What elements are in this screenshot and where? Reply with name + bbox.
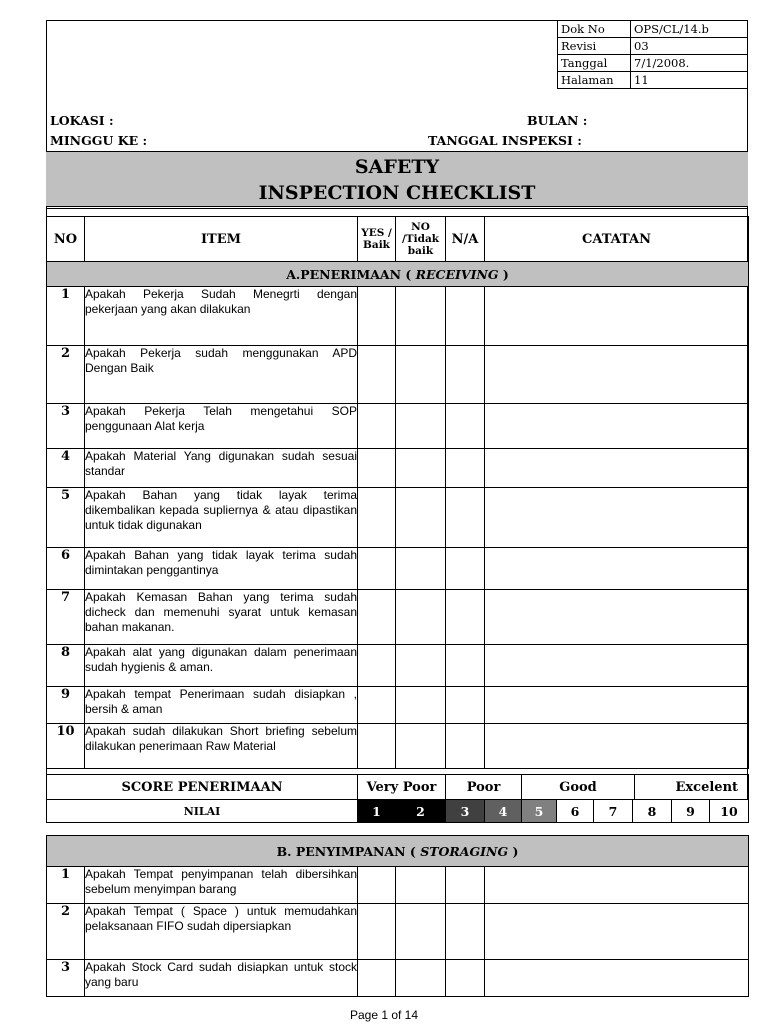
checklist-row — [47, 687, 749, 724]
no-check-cell[interactable] — [396, 346, 446, 404]
catatan-cell[interactable] — [485, 867, 749, 904]
no-check-cell[interactable] — [396, 590, 446, 645]
checklist-table-a — [46, 216, 749, 769]
col-yes: YES / Baik — [358, 217, 396, 262]
doc-info-value: 7/1/2008. — [631, 55, 748, 72]
catatan-cell[interactable] — [485, 960, 749, 997]
no-check-cell[interactable] — [396, 904, 446, 960]
item-number: 9 — [47, 687, 85, 724]
item-number: 3 — [47, 960, 85, 997]
na-check-cell[interactable] — [446, 449, 485, 488]
item-number: 7 — [47, 590, 85, 645]
minggu-label: MINGGU KE : — [50, 133, 148, 148]
item-number: 3 — [47, 404, 85, 449]
yes-check-cell[interactable] — [358, 645, 396, 687]
catatan-cell[interactable] — [485, 548, 749, 590]
doc-info-value: OPS/CL/14.b — [631, 21, 748, 38]
item-number: 2 — [47, 346, 85, 404]
yes-check-cell[interactable] — [358, 488, 396, 548]
no-check-cell[interactable] — [396, 960, 446, 997]
na-check-cell[interactable] — [446, 548, 485, 590]
item-text: Apakah sudah dilakukan Short briefing sebelum dilakukan penerimaan Raw Material — [85, 724, 358, 769]
nilai-label: NILAI — [47, 800, 358, 823]
checklist-row — [47, 645, 749, 687]
doc-info-key: Revisi — [558, 38, 631, 55]
checklist-row — [47, 404, 749, 449]
no-check-cell[interactable] — [396, 488, 446, 548]
na-check-cell[interactable] — [446, 590, 485, 645]
item-text: Apakah Pekerja Telah mengetahui SOP penggunaan Alat kerja — [85, 404, 358, 449]
item-number: 4 — [47, 449, 85, 488]
item-number: 6 — [47, 548, 85, 590]
no-check-cell[interactable] — [396, 645, 446, 687]
col-na: N/A — [446, 217, 485, 262]
checklist-row — [47, 867, 749, 904]
score-label: SCORE PENERIMAAN — [47, 775, 358, 800]
item-text: Apakah Bahan yang tidak layak terima sudah dimintakan penggantinya — [85, 548, 358, 590]
catatan-cell[interactable] — [485, 287, 749, 346]
item-number: 10 — [47, 724, 85, 769]
bulan-label: BULAN : — [527, 113, 588, 128]
no-check-cell[interactable] — [396, 404, 446, 449]
document-info-table — [557, 20, 748, 89]
yes-check-cell[interactable] — [358, 687, 396, 724]
score-option-5[interactable]: 5 — [522, 800, 557, 823]
score-option-3[interactable]: 3 — [446, 800, 485, 823]
na-check-cell[interactable] — [446, 960, 485, 997]
col-item: ITEM — [85, 217, 358, 262]
doc-info-value: 11 — [631, 72, 748, 89]
doc-info-row — [558, 21, 748, 38]
doc-info-value: 03 — [631, 38, 748, 55]
na-check-cell[interactable] — [446, 687, 485, 724]
score-option-10[interactable]: 10 — [710, 800, 749, 823]
lokasi-label: LOKASI : — [50, 113, 114, 128]
item-text: Apakah alat yang digunakan dalam penerimaan sudah hygienis & aman. — [85, 645, 358, 687]
doc-info-key: Dok No — [558, 21, 631, 38]
score-very-poor: Very Poor — [358, 775, 446, 800]
yes-check-cell[interactable] — [358, 449, 396, 488]
checklist-row — [47, 590, 749, 645]
na-check-cell[interactable] — [446, 724, 485, 769]
checklist-row — [47, 904, 749, 960]
checklist-row — [47, 548, 749, 590]
catatan-cell[interactable] — [485, 449, 749, 488]
yes-check-cell[interactable] — [358, 867, 396, 904]
yes-check-cell[interactable] — [358, 960, 396, 997]
score-option-6[interactable]: 6 — [557, 800, 594, 823]
doc-info-row — [558, 55, 748, 72]
doc-info-key: Tanggal — [558, 55, 631, 72]
catatan-cell[interactable] — [485, 904, 749, 960]
tanggal-inspeksi-label: TANGGAL INSPEKSI : — [428, 133, 582, 148]
item-number: 5 — [47, 488, 85, 548]
checklist-row — [47, 346, 749, 404]
yes-check-cell[interactable] — [358, 404, 396, 449]
no-check-cell[interactable] — [396, 287, 446, 346]
doc-info-key: Halaman — [558, 72, 631, 89]
section-a-title: A.PENERIMAAN ( RECEIVING ) — [47, 262, 749, 287]
catatan-cell[interactable] — [485, 488, 749, 548]
na-check-cell[interactable] — [446, 645, 485, 687]
yes-check-cell[interactable] — [358, 724, 396, 769]
catatan-cell[interactable] — [485, 590, 749, 645]
item-text: Apakah Bahan yang tidak layak terima dikembalikan kepada supliernya & atau dipastikan untuk tidak digunakan — [85, 488, 358, 548]
item-number: 1 — [47, 867, 85, 904]
item-text: Apakah Material Yang digunakan sudah sesuai standar — [85, 449, 358, 488]
checklist-row — [47, 287, 749, 346]
checklist-title — [46, 151, 748, 207]
title-line2: INSPECTION CHECKLIST — [258, 182, 536, 204]
item-text: Apakah Kemasan Bahan yang terima sudah dicheck dan memenuhi syarat untuk kemasan bahan makanan. — [85, 590, 358, 645]
item-text: Apakah Pekerja sudah menggunakan APD Dengan Baik — [85, 346, 358, 404]
score-good: Good — [522, 775, 635, 800]
checklist-row — [47, 488, 749, 548]
checklist-table-b — [46, 835, 749, 997]
score-option-2[interactable]: 2 — [396, 800, 446, 823]
score-excelent: Excelent — [635, 775, 749, 800]
no-check-cell[interactable] — [396, 687, 446, 724]
na-check-cell[interactable] — [446, 346, 485, 404]
na-check-cell[interactable] — [446, 867, 485, 904]
na-check-cell[interactable] — [446, 904, 485, 960]
checklist-row — [47, 449, 749, 488]
nilai-table — [46, 799, 749, 823]
yes-check-cell[interactable] — [358, 548, 396, 590]
catatan-cell[interactable] — [485, 687, 749, 724]
score-table — [46, 774, 749, 800]
item-text: Apakah Pekerja Sudah Menegrti dengan pekerjaan yang akan dilakukan — [85, 287, 358, 346]
no-check-cell[interactable] — [396, 724, 446, 769]
item-text: Apakah Tempat ( Space ) untuk memudahkan pelaksanaan FIFO sudah dipersiapkan — [85, 904, 358, 960]
checklist-row — [47, 724, 749, 769]
title-line1: SAFETY — [354, 156, 440, 178]
item-text: Apakah tempat Penerimaan sudah disiapkan , bersih & aman — [85, 687, 358, 724]
catatan-cell[interactable] — [485, 645, 749, 687]
no-check-cell[interactable] — [396, 867, 446, 904]
catatan-cell[interactable] — [485, 404, 749, 449]
yes-check-cell[interactable] — [358, 904, 396, 960]
score-option-9[interactable]: 9 — [672, 800, 710, 823]
doc-info-row — [558, 38, 748, 55]
page-footer: Page 1 of 14 — [349, 1008, 419, 1022]
col-catatan: CATATAN — [485, 217, 749, 262]
na-check-cell[interactable] — [446, 404, 485, 449]
no-check-cell[interactable] — [396, 548, 446, 590]
score-option-4[interactable]: 4 — [485, 800, 522, 823]
yes-check-cell[interactable] — [358, 346, 396, 404]
catatan-cell[interactable] — [485, 346, 749, 404]
no-check-cell[interactable] — [396, 449, 446, 488]
section-b-title: B. PENYIMPANAN ( STORAGING ) — [47, 836, 749, 867]
item-number: 2 — [47, 904, 85, 960]
item-number: 8 — [47, 645, 85, 687]
yes-check-cell[interactable] — [358, 287, 396, 346]
col-no: NO — [47, 217, 85, 262]
item-number: 1 — [47, 287, 85, 346]
score-option-1[interactable]: 1 — [358, 800, 396, 823]
yes-check-cell[interactable] — [358, 590, 396, 645]
item-text: Apakah Stock Card sudah disiapkan untuk stock yang baru — [85, 960, 358, 997]
divider — [46, 208, 748, 209]
score-poor: Poor — [446, 775, 522, 800]
item-text: Apakah Tempat penyimpanan telah dibersihkan sebelum menyimpan barang — [85, 867, 358, 904]
na-check-cell[interactable] — [446, 488, 485, 548]
score-option-7[interactable]: 7 — [594, 800, 633, 823]
na-check-cell[interactable] — [446, 287, 485, 346]
score-option-8[interactable]: 8 — [633, 800, 672, 823]
col-no-tidak-baik: NO /Tidak baik — [396, 217, 446, 262]
checklist-row — [47, 960, 749, 997]
catatan-cell[interactable] — [485, 724, 749, 769]
doc-info-row — [558, 72, 748, 89]
